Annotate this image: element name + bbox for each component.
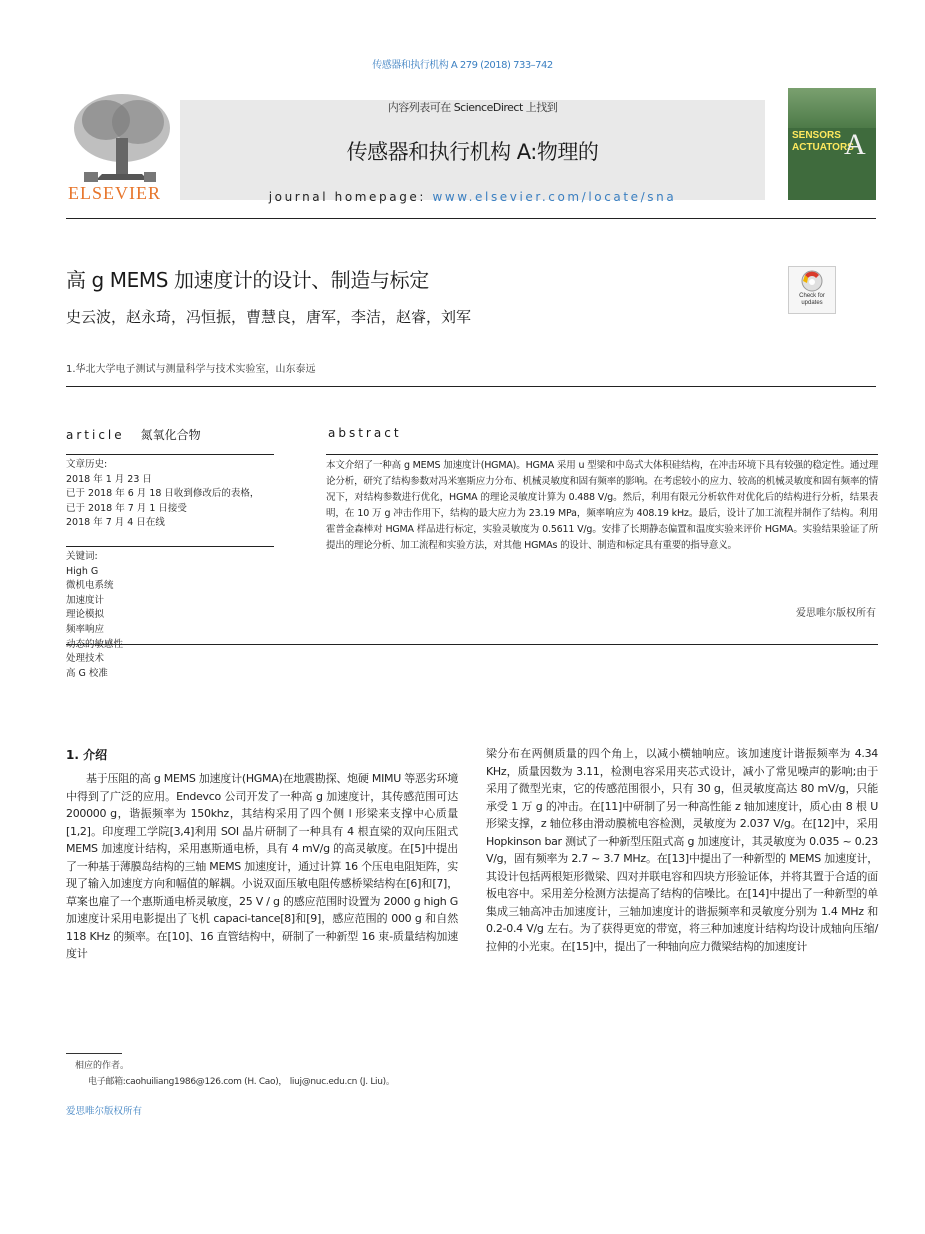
keywords-label: 关键词: [66,551,98,562]
body-right-column: 梁分布在两侧质量的四个角上，以减小横轴响应。该加速度计谐振频率为 4.34 KHz，质量因数为 3.11，检测电容采用夹芯式设计，减小了常见噪声的影响;由于采用了微型光束，它的传感范围很小，只有 30 g，但灵敏度高达 80 mV/g，只能承受 1 万 g 的冲击。在[11]中研制了另一种高性能 z 轴加速度计，质心由 8 根 U 形梁支撑，z 轴位移由滑动膜梳电容检测，灵敏度为 2.037 V/g。在[12]中，采用 Hopkinson bar 测试了一种新型压阻式高 g 加速度计，其灵敏度为 0.035 ~ 0.23 V/g，固有频率为 2.7 ~ 3.7 MHz。在[13]中提出了一种新型的 MEMS 加速度计，其设计包括两根矩形微梁、四对并联电容和四块方形验证体，并将其置于合适的面板电容中。采用差分检测方法提高了结构的信噪比。在[14]中提出了一种新型的单集成三轴高冲击加速度计，三轴加速度计的谐振频率和灵敏度分别为 1.4 MHz 和 0.2-0.4 V/g 左右。为了获得更宽的带宽，将三种加速度计结构均设计成轴向压缩/拉伸的小光束。在[15]中，提出了一种轴向应力微梁结构的加速度计 [486,747,878,953]
contents-suffix: 上找到 [522,101,558,114]
journal-homepage [180,190,765,204]
contents-prefix: 内容列表可在 [387,101,454,114]
history-label: 文章历史: [66,459,108,470]
keywords-rule [66,546,274,547]
article-info-heading [66,426,201,443]
elsevier-logo-text: ELSEVIER [68,183,161,203]
sciencedirect-link[interactable]: ScienceDirect [453,101,523,114]
cover-title-line1: SENSORS [792,130,841,141]
journal-citation[interactable]: 传感器和执行机构 A 279 (2018) 733–742 [372,60,553,71]
footer-copyright: 爱思唯尔版权所有 [66,1106,143,1117]
check-for-updates-button[interactable] [788,266,836,314]
abstract-copyright: 爱思唯尔版权所有 [796,608,876,619]
cover-section-letter: A [844,128,866,161]
homepage-url-link[interactable]: www.elsevier.com/locate/sna [432,190,677,204]
keyword-item: 微机电系统 [66,580,114,592]
affiliation-rule [66,386,876,387]
history-revised: 已于 2018 年 6 月 18 日收到修改后的表格， [66,488,260,500]
homepage-label: journal homepage: [268,190,433,204]
keyword-item: 加速度计 [66,594,105,606]
check-updates-icon [789,267,835,293]
paper-title: 高 g MEMS 加速度计的设计、制造与标定 [66,268,429,292]
keyword-item: High G [66,565,99,577]
footnote-corresponding: 相应的作者。 [75,1061,130,1071]
keyword-item: 高 G 校准 [66,667,108,679]
article-history [66,458,274,531]
keyword-item: 处理技术 [66,653,105,665]
keywords-block [66,550,274,681]
cover-title-line2: ACTUATORS [792,142,854,153]
history-online: 2018 年 7 月 4 日在线 [66,517,165,529]
footnote-rule [66,1053,122,1054]
keyword-item: 动态的敏感性 [66,638,124,650]
contents-availability [180,99,765,115]
author-list: 史云波，赵永琦，冯恒振，曹慧良，唐军，李洁，赵睿，刘军 [66,308,472,326]
journal-cover-thumbnail[interactable] [788,88,876,200]
keyword-item: 理论模拟 [66,609,105,621]
history-received: 2018 年 1 月 23 日 [66,473,152,485]
cover-image-band [788,88,876,128]
body-left-column: 基于压阻的高 g MEMS 加速度计(HGMA)在地震勘探、炮硬 MIMU 等恶劣环境中得到了广泛的应用。Endevco 公司开发了一种高 g 加速度计，其传感范围可达 200000 g，谐振频率为 150khz，其结构采用了四个侧 l 形梁来支撑中心质量[1,2]。印度理工学院[3,4]利用 SOI 晶片研制了一种具有 4 根直梁的双向压阻式 MEMS 加速度计结构，采用惠斯通电桥，具有 4 mV/g 的高灵敏度。在[5]中提出了一种基于薄膜岛结构的三轴 MEMS 加速度计，通过计算 16 个压电电阻矩阵，实现了输入加速度方向和幅值的解耦。小说双面压敏电阻传感桥梁结构在[6]和[7]，草案也雇了一个惠斯通电桥灵敏度，25 V / g 的感应范围时设置为 2000 g high G 加速度计采用电影提出了飞机 capaci-tance[8]和[9]，感应范围的 000 g 和自然 118 KHz 的频率。在[10]、16 直管结构中，研制了一种新型 16 束-质量结构加速度计 [66,772,458,960]
abstract-heading: abstract [328,426,402,440]
elsevier-logo [66,88,178,206]
article-info-label-zh: 氮氧化合物 [140,428,201,442]
footnote-email[interactable]: 电子邮箱:caohuiliang1986@126.com (H. Cao)， liuj@nuc.edu.cn (J. Liu)。 [88,1077,395,1087]
history-accepted: 已于 2018 年 7 月 1 日接受 [66,502,187,514]
keyword-item: 频率响应 [66,623,105,635]
header-rule [66,218,876,219]
abstract-text: 本文介绍了一种高 g MEMS 加速度计(HGMA)。HGMA 采用 u 型梁和中岛式大体积硅结构，在冲击环境下具有较强的稳定性。通过理论分析，研究了结构参数对冯米塞斯应力分布、机械灵敏度和固有频率的影响。在考虑较小的应力、较高的机械灵敏度和固有频率的情况下，对结构参数进行优化，HGMA 的理论灵敏度计算为 0.488 V/g。然后，利用有限元分析软件对优化后的结构进行分析，结果表明，在 10 万 g 冲击作用下，结构的最大应力为 23.19 MPa，频率响应为 408.19 kHz。最后，设计了加工流程并制作了结构。利用霍普金森棒对 HGMA 样品进行标定，实验灵敏度为 0.5611 V/g。安排了长期静态偏置和温度实验来评价 HGMA。实验结果验证了所提出的理论分析、加工流程和实验方法，对其他 HGMAs 的设计、制造和标定具有重要的指导意义。 [326,460,878,551]
article-info-label: article [66,428,125,442]
affiliation: 1.华北大学电子测试与测量科学与技术实验室，山东泰远 [66,364,316,375]
article-info-rule [66,454,274,455]
journal-name: 传感器和执行机构 A:物理的 [346,140,599,164]
abstract-top-rule [326,454,878,455]
section-title-introduction: 1. 介绍 [66,748,108,762]
check-updates-label: Check for updates [799,293,825,306]
abstract-bottom-rule [66,644,878,645]
